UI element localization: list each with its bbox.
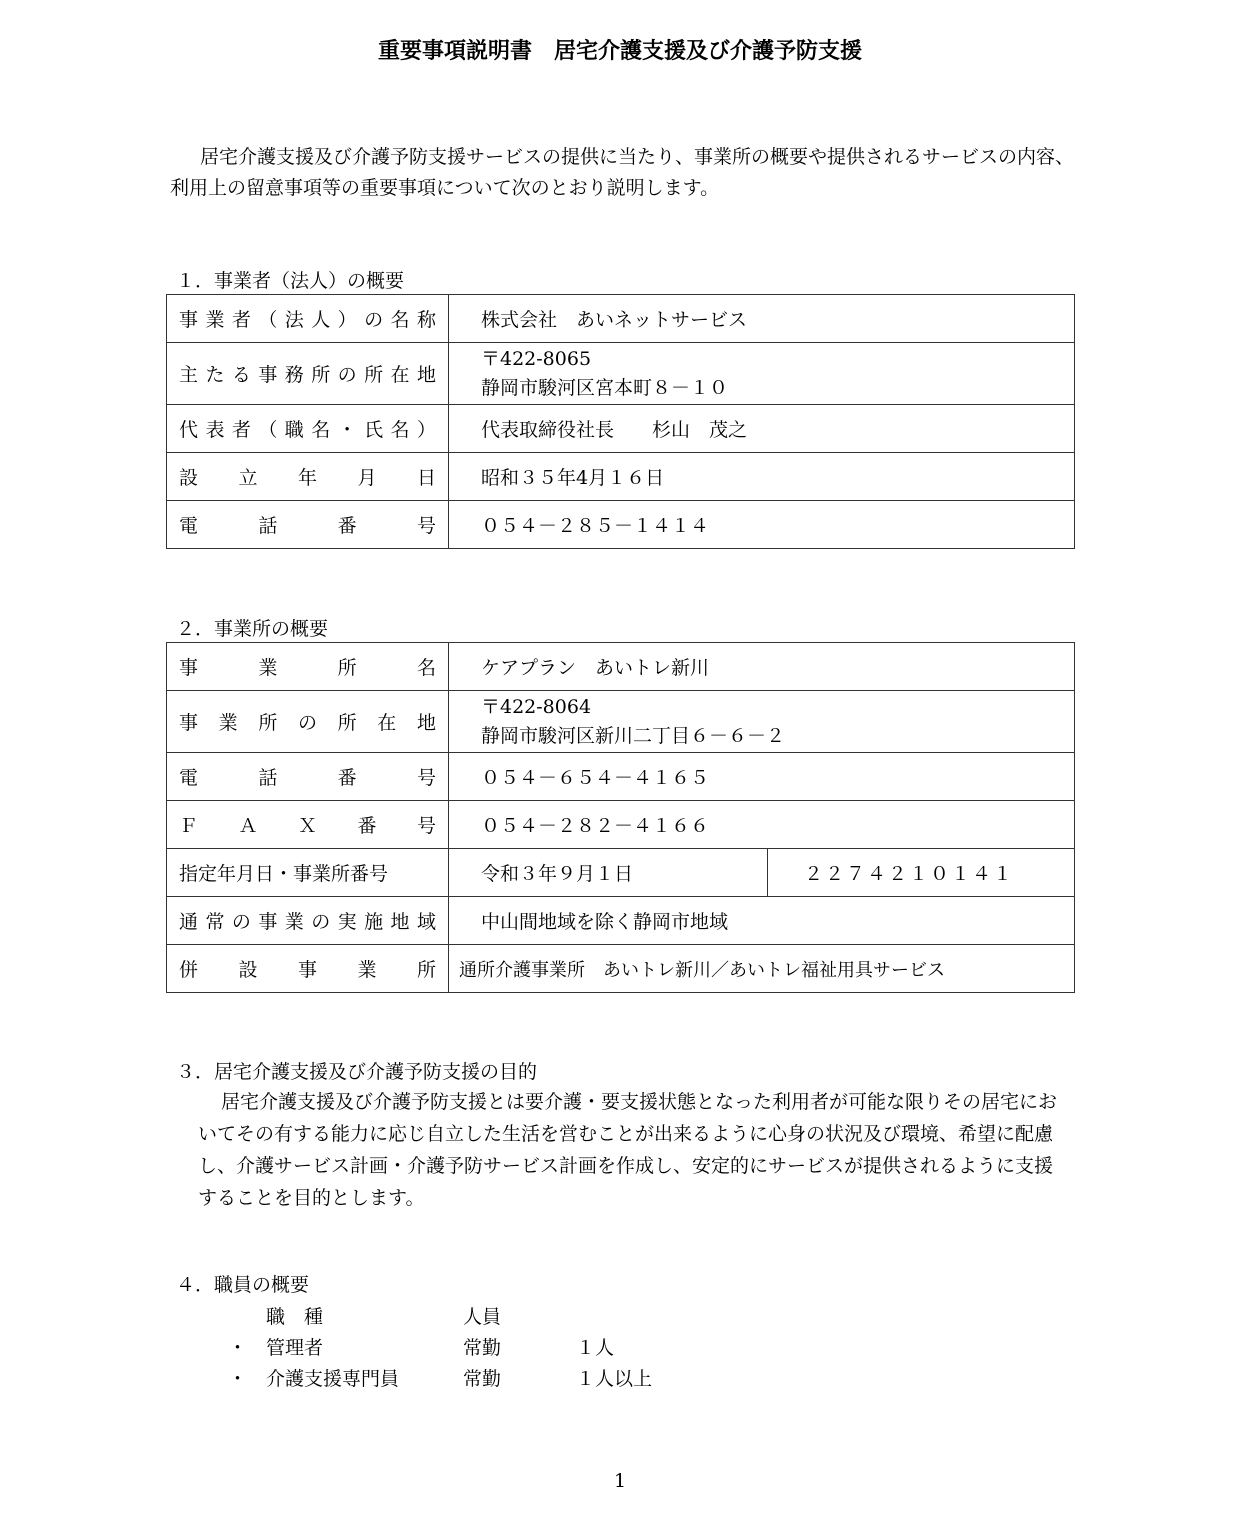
label-char: の	[297, 712, 317, 734]
label-char: 地	[416, 712, 436, 734]
label-char: 所	[258, 712, 278, 734]
label-char: （	[258, 419, 278, 441]
office-address-label	[179, 708, 436, 735]
label-char: の	[311, 911, 331, 933]
table-row	[167, 801, 1075, 849]
label-char: ）	[416, 419, 436, 441]
label-char: 番	[357, 815, 377, 837]
label-char: 業	[284, 911, 304, 933]
label-char: 常	[205, 911, 225, 933]
office-address-value: 静岡市駿河区新川二丁目６－６－２	[481, 724, 786, 747]
label-char: 電	[179, 767, 199, 789]
label-char: 法	[284, 309, 304, 331]
label-char: 事	[297, 959, 317, 981]
office-name-value: ケアプラン あいトレ新川	[449, 643, 1075, 691]
intro-text: 居宅介護支援及び介護予防支援サービスの提供に当たり、事業所の概要や提供されるサービスの内容、利用上の留意事項等の重要事項について次のとおり説明します。	[170, 146, 1075, 199]
label-char: 施	[364, 911, 384, 933]
corp-address-label	[179, 360, 436, 387]
office-postal-code: 〒422-8064	[481, 695, 592, 718]
staff-bullet: ・	[228, 1368, 248, 1390]
label-char: の	[231, 911, 251, 933]
table-row	[167, 453, 1075, 501]
label-char: 者	[231, 309, 251, 331]
label-char: 主	[179, 364, 199, 386]
label-char: 番	[337, 767, 357, 789]
label-char: 域	[416, 911, 436, 933]
label-char: 日	[416, 467, 436, 489]
label-char: ）	[337, 309, 357, 331]
label-char: 名	[390, 419, 410, 441]
label-char: 年	[297, 467, 317, 489]
office-fax-label	[179, 811, 436, 838]
office-fax-value: ０５４－２８２－４１６６	[449, 801, 1075, 849]
staff-count: １人	[576, 1337, 615, 1359]
label-char: 人	[311, 309, 331, 331]
corp-phone-value: ０５４－２８５－１４１４	[449, 501, 1075, 549]
label-char: 通	[179, 911, 199, 933]
section2-heading: ２．事業所の概要	[176, 618, 329, 640]
label-char: 業	[258, 657, 278, 679]
label-char: （	[258, 309, 278, 331]
label-char: 事	[179, 712, 199, 734]
label-char: Ｘ	[297, 815, 317, 837]
staff-bullet: ・	[228, 1337, 248, 1359]
table-row	[167, 343, 1075, 405]
affiliated-label	[179, 955, 436, 982]
service-area-value: 中山間地域を除く静岡市地域	[449, 897, 1075, 945]
service-area-label	[179, 907, 436, 934]
label-char: Ｆ	[179, 815, 199, 837]
table-row	[167, 753, 1075, 801]
label-char: 号	[416, 815, 436, 837]
table-row	[167, 945, 1075, 993]
label-char: 所	[337, 657, 357, 679]
table-row	[167, 897, 1075, 945]
label-char: 氏	[364, 419, 384, 441]
label-char: 職	[284, 419, 304, 441]
label-char: 務	[284, 364, 304, 386]
corp-address-value: 静岡市駿河区宮本町８－１０	[481, 376, 729, 399]
table-row	[167, 501, 1075, 549]
corp-phone-label	[179, 511, 436, 538]
designation-date-value: 令和３年９月１日	[449, 849, 768, 897]
affiliated-value: 通所介護事業所 あいトレ新川／あいトレ福祉用具サービス	[449, 945, 1075, 993]
label-char: 称	[416, 309, 436, 331]
label-char: 所	[337, 712, 357, 734]
label-char: 名	[416, 657, 436, 679]
label-char: 表	[205, 419, 225, 441]
label-char: ・	[337, 419, 357, 441]
representative-value: 代表取締役社長 杉山 茂之	[449, 405, 1075, 453]
label-char: 者	[231, 419, 251, 441]
office-phone-value: ０５４－６５４－４１６５	[449, 753, 1075, 801]
page-number: 1	[613, 1470, 627, 1492]
staff-employment: 常勤	[463, 1368, 502, 1390]
table-row	[167, 295, 1075, 343]
label-char: 月	[357, 467, 377, 489]
label-char: 事	[258, 364, 278, 386]
corp-postal-code: 〒422-8065	[481, 347, 592, 370]
label-char: 話	[258, 515, 278, 537]
section4-heading: ４．職員の概要	[176, 1274, 310, 1296]
staff-col-type: 職 種	[266, 1306, 324, 1328]
label-char: 在	[377, 712, 397, 734]
label-char: 所	[416, 959, 436, 981]
label-char: 事	[179, 657, 199, 679]
label-char: 話	[258, 767, 278, 789]
label-char: 所	[311, 364, 331, 386]
label-char: Ａ	[238, 815, 258, 837]
label-char: 代	[179, 419, 199, 441]
office-name-label	[179, 653, 436, 680]
representative-label	[179, 415, 436, 442]
label-char: 名	[311, 419, 331, 441]
section3-heading: ３．居宅介護支援及び介護予防支援の目的	[176, 1061, 538, 1083]
label-char: 事	[179, 309, 199, 331]
label-char: 業	[357, 959, 377, 981]
label-char: 地	[416, 364, 436, 386]
label-char: の	[364, 309, 384, 331]
staff-type: 介護支援専門員	[266, 1368, 400, 1390]
label-char: 在	[390, 364, 410, 386]
purpose-paragraph: 居宅介護支援及び介護予防支援とは要介護・要支援状態となった利用者が可能な限りその居宅においてその有する能力に応じ自立した生活を営むことが出来るように心身の状況及び環境、希望に配慮し、介護サービス計画・介護予防サービス計画を作成し、安定的にサービスが提供されるように支援することを目的とします。	[198, 1091, 1058, 1209]
label-char: る	[231, 364, 251, 386]
document-title: 重要事項説明書 居宅介護支援及び介護予防支援	[377, 39, 862, 64]
label-char: 立	[238, 467, 258, 489]
established-value: 昭和３５年4月１６日	[449, 453, 1075, 501]
label-char: 番	[337, 515, 357, 537]
label-char: 実	[337, 911, 357, 933]
label-char: 事	[258, 911, 278, 933]
table-row	[167, 405, 1075, 453]
label-char: 号	[416, 515, 436, 537]
label-char: 名	[390, 309, 410, 331]
label-char: の	[337, 364, 357, 386]
label-char: 設	[238, 959, 258, 981]
established-label	[179, 463, 436, 490]
table-row	[167, 643, 1075, 691]
designation-label: 指定年月日・事業所番号	[167, 849, 449, 897]
intro-paragraph	[170, 142, 1075, 204]
staff-employment: 常勤	[463, 1337, 502, 1359]
office-number-value: ２２７４２１０１４１	[768, 849, 1075, 897]
staff-type: 管理者	[266, 1337, 324, 1359]
staff-count: １人以上	[576, 1368, 653, 1390]
table-row	[167, 691, 1075, 753]
label-char: た	[205, 364, 225, 386]
label-char: 設	[179, 467, 199, 489]
label-char: 電	[179, 515, 199, 537]
label-char: 併	[179, 959, 199, 981]
corp-name-label	[179, 305, 436, 332]
corporation-table	[166, 294, 1075, 549]
section1-heading: １．事業者（法人）の概要	[176, 270, 405, 292]
label-char: 業	[218, 712, 238, 734]
corp-name-value: 株式会社 あいネットサービス	[449, 295, 1075, 343]
label-char: 所	[364, 364, 384, 386]
office-phone-label	[179, 763, 436, 790]
label-char: 号	[416, 767, 436, 789]
label-char: 地	[390, 911, 410, 933]
label-char: 業	[205, 309, 225, 331]
table-row	[167, 849, 1075, 897]
office-table	[166, 642, 1075, 993]
staff-col-count: 人員	[463, 1306, 502, 1328]
